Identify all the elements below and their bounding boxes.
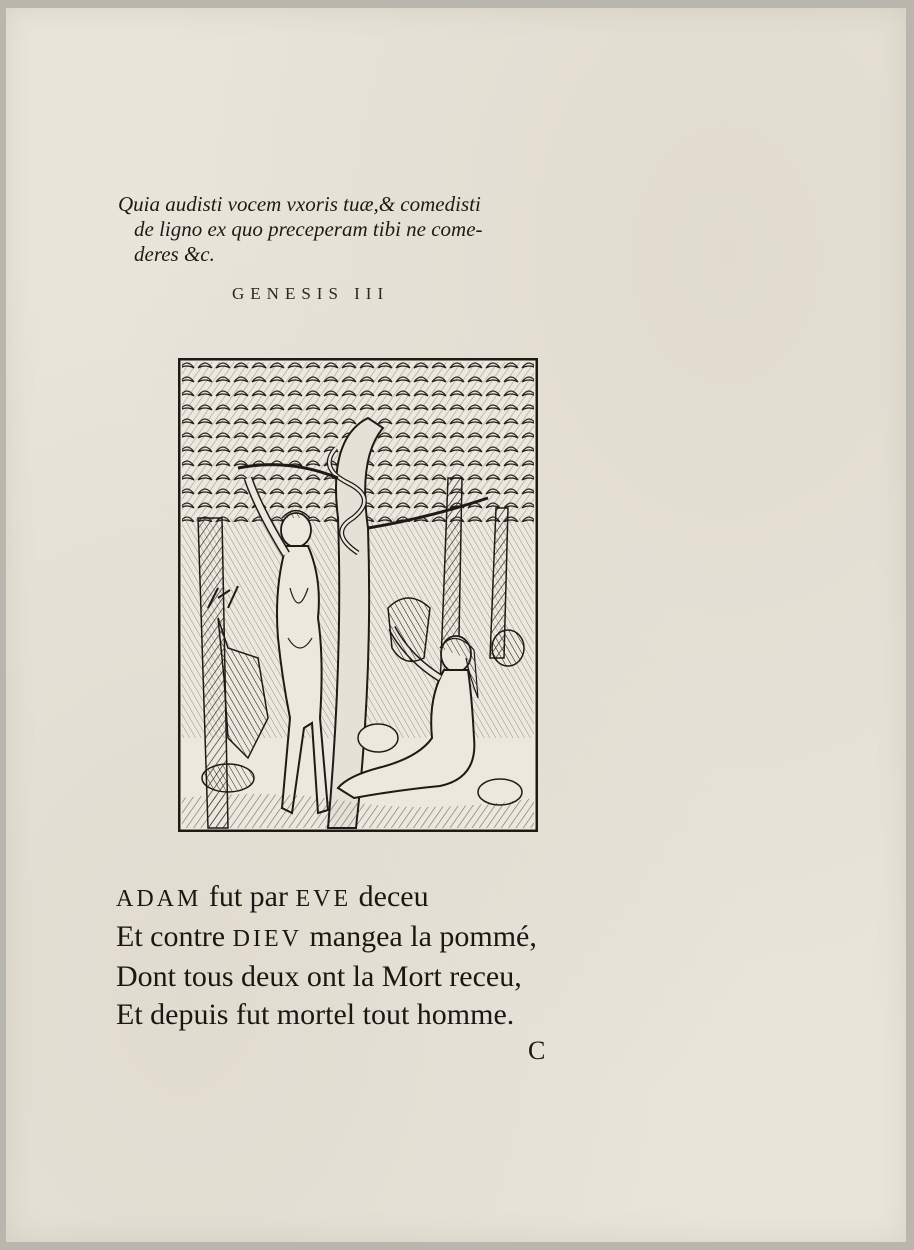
verse-text: mangea la pommé,: [301, 920, 537, 953]
woodcut-illustration: [178, 358, 538, 832]
bible-reference: GENESIS III: [232, 284, 390, 303]
verse-text: fut par: [201, 880, 296, 913]
epigraph-line-2: de ligno ex quo preceperam tibi ne come-: [134, 217, 483, 241]
verse-text: deceu: [351, 880, 429, 913]
signature-mark: C: [528, 1036, 546, 1065]
verse-line-3: Dont tous deux ont la Mort receu,: [116, 960, 522, 993]
name-eve: EVE: [295, 886, 352, 912]
verse-line-4: Et depuis fut mortel tout homme.: [116, 998, 515, 1031]
latin-epigraph: [118, 192, 618, 267]
name-dieu: DIEV: [232, 926, 302, 952]
french-quatrain: [116, 878, 676, 1034]
verse-text: Et contre: [116, 920, 233, 953]
book-page: [6, 8, 906, 1242]
name-adam: ADAM: [116, 886, 202, 912]
verse-line-1: [116, 878, 676, 918]
epigraph-line-1: Quia audisti vocem vxoris tuæ,& comedisti: [118, 192, 481, 216]
verse-line-2: [116, 918, 676, 958]
epigraph-line-3: deres &c.: [134, 242, 215, 266]
